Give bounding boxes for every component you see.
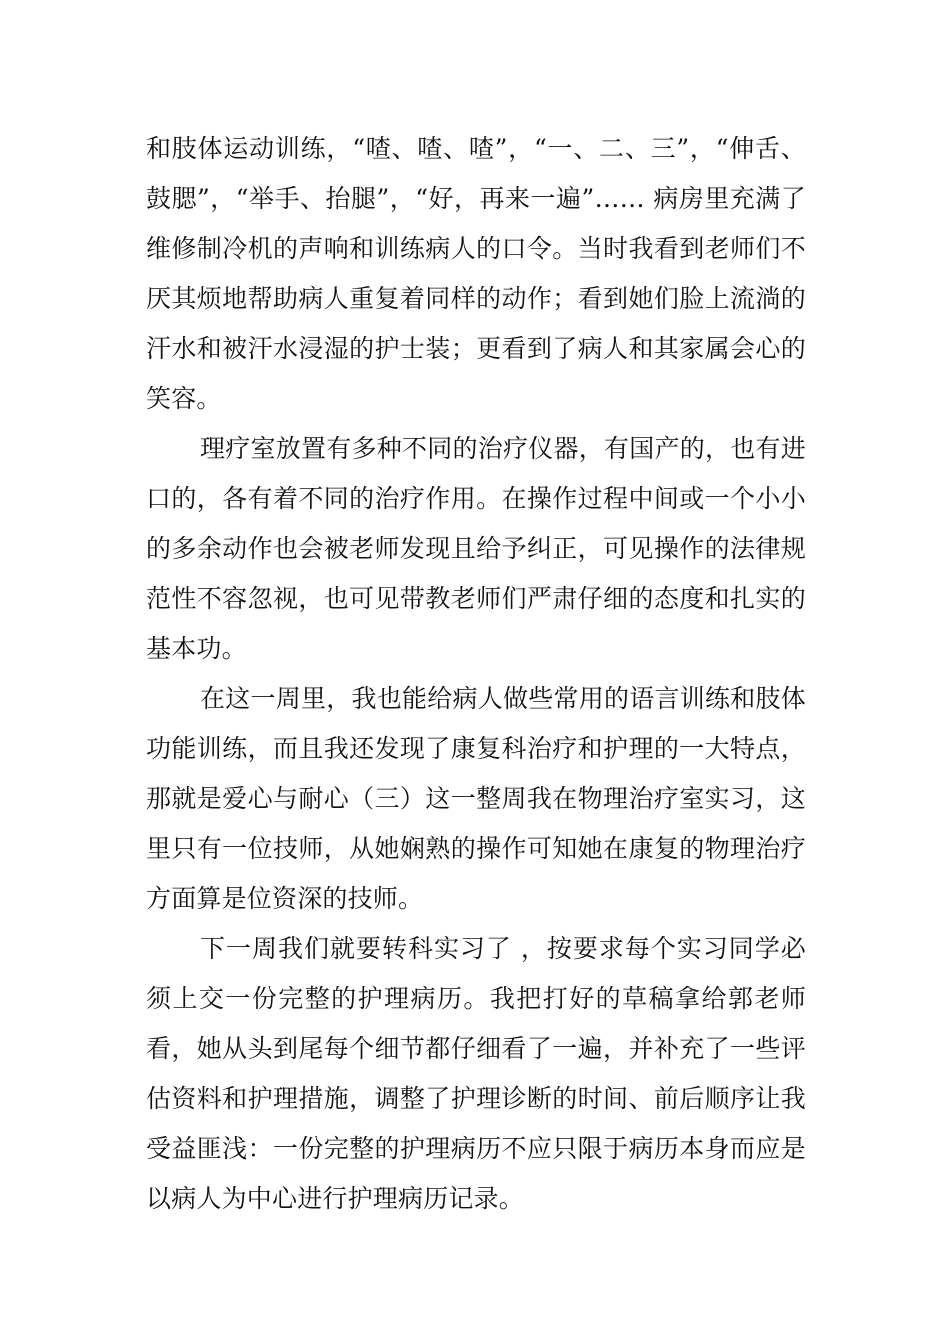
paragraph-1: 和肢体运动训练，“喳、喳、喳”，“一、二、三”，“伸舌、鼓腮”，“举手、抬腿”，“好，再来一遍”…… 病房里充满了维修制冷机的声响和训练病人的口令。当时我看到老师们不厌其烦地帮助病人重复着同样的动作；看到她们脸上流淌的汗水和被汗水浸湿的护士装；更看到了病人和其家属会心的笑容。	[146, 134, 806, 413]
paragraph-3: 在这一周里，我也能给病人做些常用的语言训练和肢体功能训练，而且我还发现了康复科治疗和护理的一大特点，那就是爱心与耐心（三）这一整周我在物理治疗室实习，这里只有一位技师，从她娴熟的操作可知她在康复的物理治疗方面算是位资深的技师。	[146, 684, 806, 913]
document-body	[146, 124, 806, 1224]
paragraph-2: 理疗室放置有多种不同的治疗仪器，有国产的，也有进口的，各有着不同的治疗作用。在操作过程中间或一个小小的多余动作也会被老师发现且给予纠正，可见操作的法律规范性不容忽视，也可见带教老师们严肃仔细的态度和扎实的基本功。	[146, 434, 806, 663]
paragraph-4: 下一周我们就要转科实习了 ，按要求每个实习同学必须上交一份完整的护理病历。我把打好的草稿拿给郭老师看，她从头到尾每个细节都仔细看了一遍，并补充了一些评估资料和护理措施，调整了护理诊断的时间、前后顺序让我受益匪浅：一份完整的护理病历不应只限于病历本身而应是以病人为中心进行护理病历记录。	[146, 934, 806, 1213]
